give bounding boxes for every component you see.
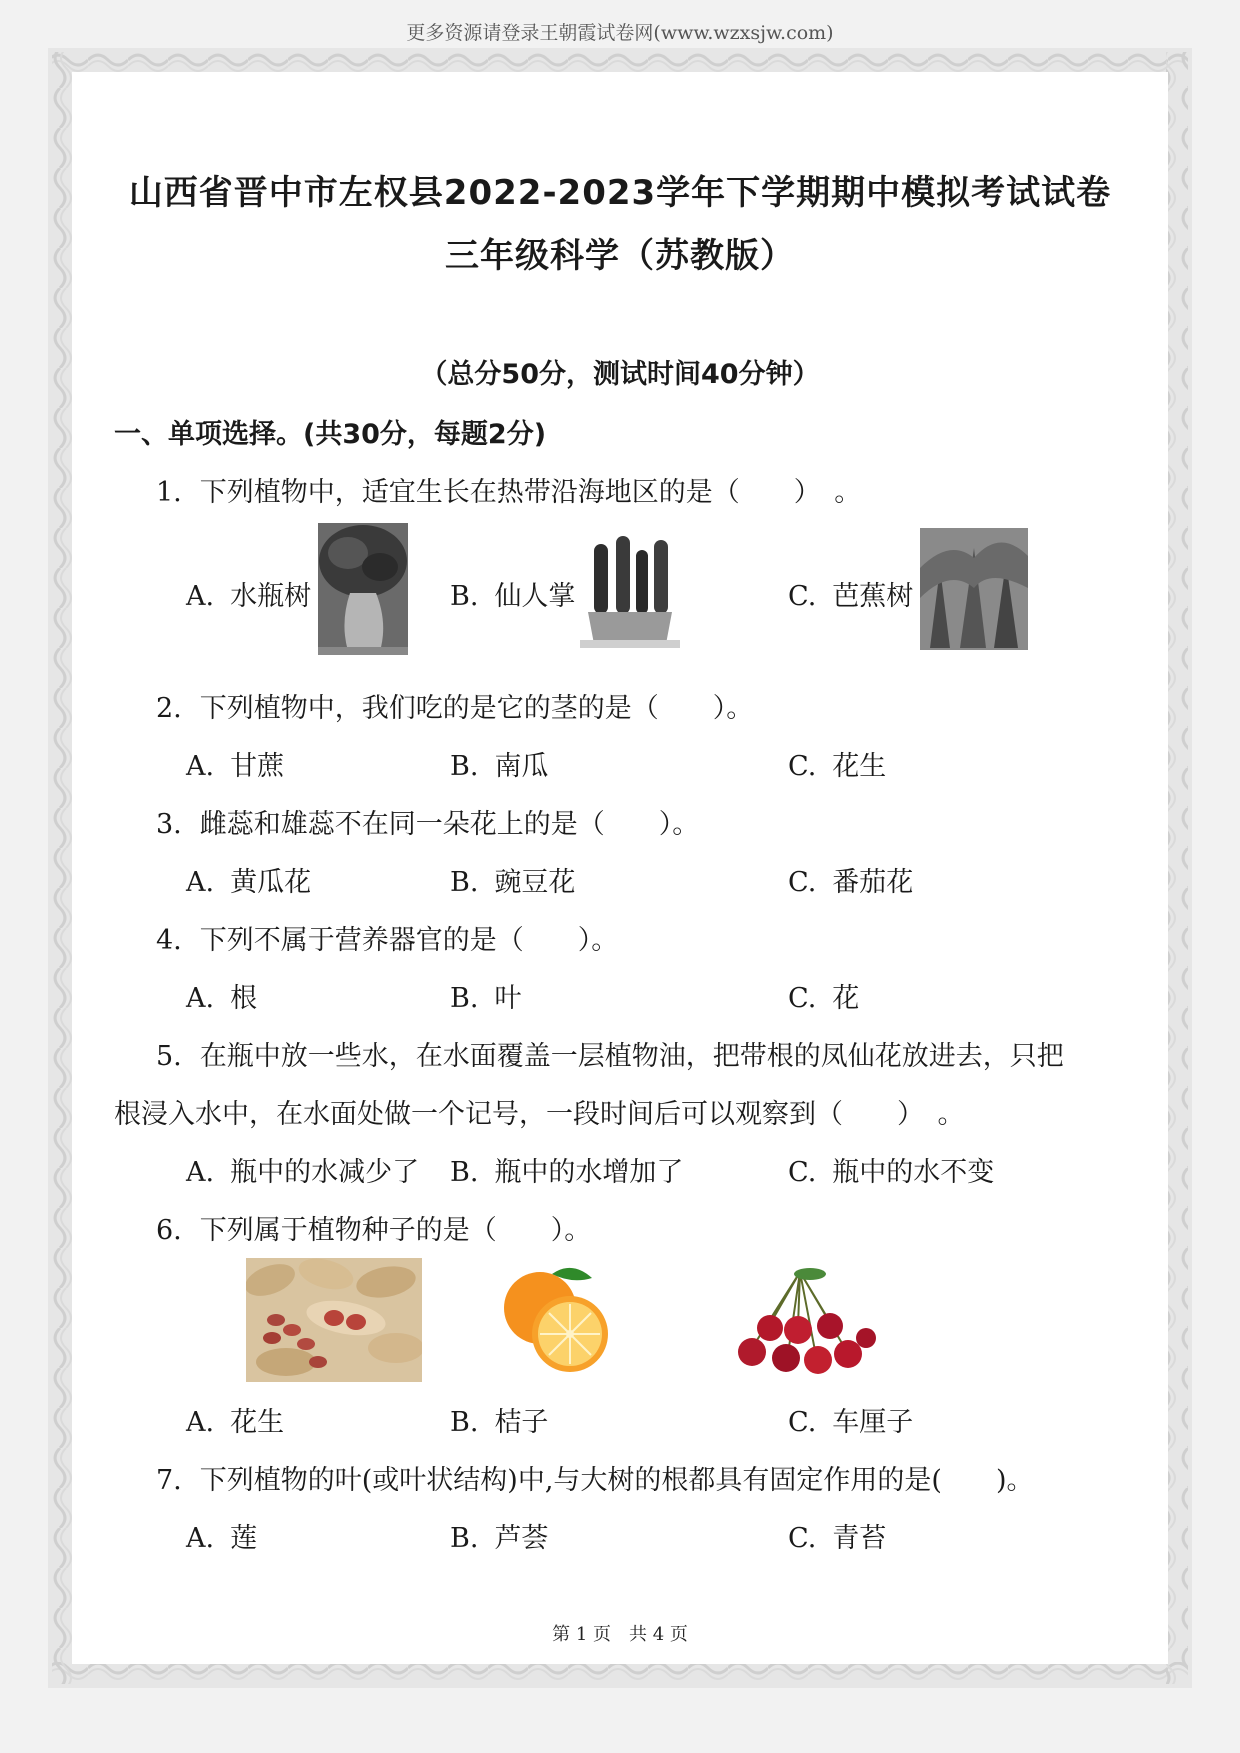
option-c: C. 瓶中的水不变: [788, 1157, 995, 1188]
question-6: 6. 下列属于植物种子的是（ ）。: [156, 1215, 592, 1246]
question-5: 5. 在瓶中放一些水，在水面覆盖一层植物油，把带根的凤仙花放进去，只把: [156, 1041, 1064, 1072]
page-number: 第 1 页 共 4 页: [552, 1624, 688, 1645]
question-4: 4. 下列不属于营养器官的是（ ）。: [156, 925, 619, 956]
option-b: B. 叶: [450, 983, 522, 1014]
option-a: A. 瓶中的水减少了: [186, 1157, 420, 1188]
question-5-continued: 根浸入水中，在水面处做一个记号，一段时间后可以观察到（ ） 。: [114, 1099, 965, 1130]
option-b: B. 豌豆花: [450, 867, 576, 898]
option-b: B. 桔子: [450, 1407, 549, 1438]
option-c: C. 番茄花: [788, 867, 914, 898]
option-a: A. 花生: [186, 1407, 285, 1438]
option-a: A. 甘蔗: [186, 751, 285, 782]
cherry-image: [718, 1264, 880, 1380]
question-text: 下列植物中，适宜生长在热带沿海地区的是（ ） 。: [199, 477, 862, 508]
question-2: 2. 下列植物中，我们吃的是它的茎的是（ ）。: [156, 693, 754, 724]
option-a: A. 根: [186, 983, 258, 1014]
question-3: 3. 雌蕊和雄蕊不在同一朵花上的是（ ）。: [156, 809, 700, 840]
score-time-note: （总分50分，测试时间40分钟）: [420, 359, 820, 390]
option-c: C. 青苔: [788, 1523, 887, 1554]
option-a: A. 水瓶树: [186, 581, 312, 612]
question-1: [156, 470, 861, 509]
orange-image: [492, 1264, 616, 1376]
page-title: 山西省晋中市左权县2022-2023学年下学期期中模拟考试试卷: [128, 173, 1112, 213]
header-note: 更多资源请登录王朝霞试卷网(www.wzxsjw.com): [406, 22, 834, 44]
option-b: B. 芦荟: [450, 1523, 549, 1554]
peanut-image: [246, 1258, 422, 1382]
section-heading: 一、单项选择。(共30分，每题2分): [114, 419, 547, 450]
option-b: B. 瓶中的水增加了: [450, 1157, 684, 1188]
question-7: 7. 下列植物的叶(或叶状结构)中,与大树的根都具有固定作用的是( )。: [156, 1465, 1034, 1496]
option-a: A. 莲: [186, 1523, 258, 1554]
banana-tree-image: [920, 528, 1028, 650]
option-a: A. 黄瓜花: [186, 867, 312, 898]
option-c: C. 花生: [788, 751, 887, 782]
option-c: C. 芭蕉树: [788, 581, 914, 612]
option-c: C. 花: [788, 983, 860, 1014]
option-c: C. 车厘子: [788, 1407, 914, 1438]
option-b: B. 南瓜: [450, 751, 549, 782]
option-b: B. 仙人掌: [450, 581, 576, 612]
page-subtitle-grade: 三年级科学（苏教版）: [445, 236, 795, 276]
bottle-tree-image: [318, 523, 408, 655]
cactus-image: [580, 530, 680, 648]
question-number: 1.: [156, 477, 182, 508]
